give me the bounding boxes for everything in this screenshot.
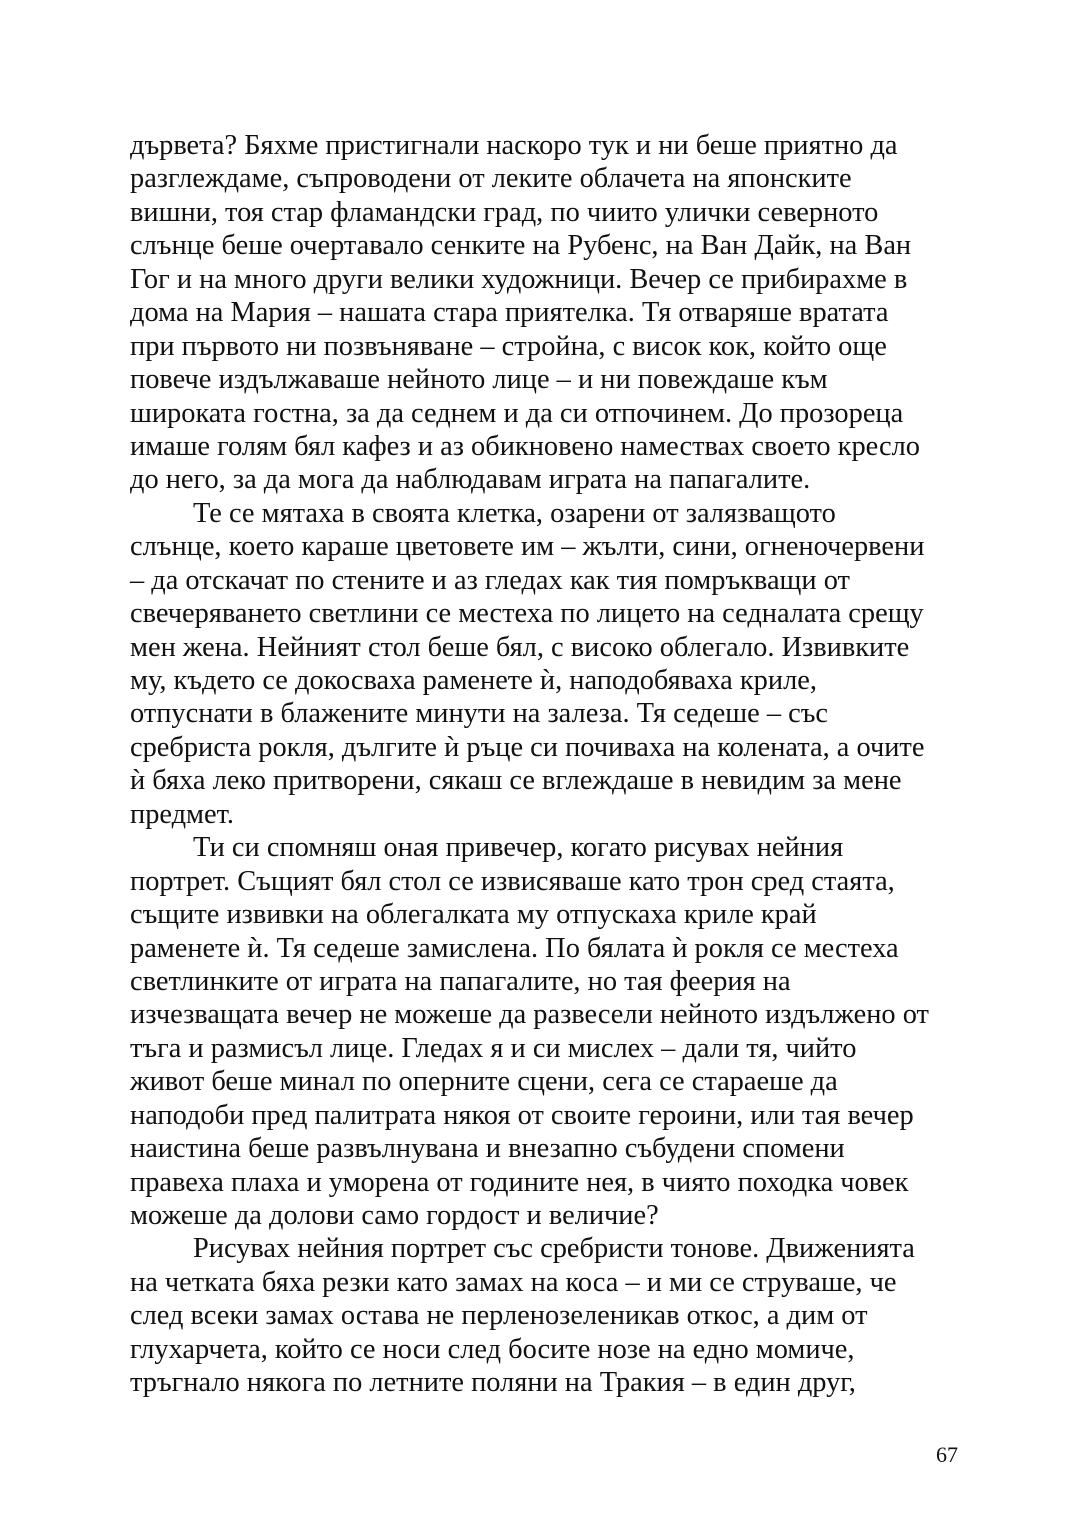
text-line: мен жена. Нейният стол беше бял, с високо облегало. Извивките (130, 631, 910, 663)
text-line: до него, за да мога да наблюдавам играта на папагалите. (130, 464, 811, 496)
text-line: свечеряването светлини се местеха по лицето на седналата срещу (130, 598, 924, 630)
text-line: правеха плаха и уморена от годините нея, в чиято походка човек (130, 1166, 909, 1198)
text-line: Гог и на много други велики художници. Вечер се прибирахме в (130, 263, 908, 295)
text-line: отпуснати в блажените минути на залеза. Тя седеше – със (130, 698, 829, 730)
text-line: светлинките от играта на папагалите, но тая феерия на (130, 965, 791, 997)
text-line: тъга и размисъл лице. Гледах я и си мислех – дали тя, чийто (130, 1032, 857, 1064)
text-line: ѝ бяха леко притворени, сякаш се вглеждаше в невидим за мене (130, 765, 902, 797)
text-line: тръгнало някога по летните поляни на Тракия – в един друг, (130, 1367, 856, 1399)
text-line: слънце, което караше цветовете им – жълти, сини, огненочервени (130, 531, 925, 563)
text-line: имаше голям бял кафез и аз обикновено намествах своето кресло (130, 430, 920, 462)
text-line: вишни, тоя стар фламандски град, по чиито улички северното (130, 196, 879, 228)
text-line: разглеждаме, съпроводени от леките облачета на японските (130, 163, 852, 195)
text-line: широката гостна, за да седнем и да си отпочинем. До прозореца (130, 397, 904, 429)
text-line: повече издължаваше нейното лице – и ни повеждаше към (130, 364, 828, 396)
text-line: наподоби пред палитрата някоя от своите героини, или тая вечер (130, 1099, 914, 1131)
text-line: раменете ѝ. Тя седеше замислена. По бялата ѝ рокля се местеха (130, 932, 899, 964)
text-line: дома на Мария – нашата стара приятелка. Тя отваряше вратата (130, 297, 889, 329)
paragraph-first-line: Те се мятаха в своята клетка, озарени от залязващото (193, 497, 836, 529)
page-number: 67 (936, 1442, 958, 1467)
text-line: след всеки замах остава не перленозеленикав откос, а дим от (130, 1300, 868, 1332)
text-line: му, където се докосваха раменете ѝ, наподобяваха криле, (130, 665, 817, 696)
paragraph-first-line: Ти си спомняш оная привечер, когато рисувах нейния (193, 832, 844, 864)
text-line: при първото ни позвъняване – стройна, с висок кок, който още (130, 330, 887, 362)
text-line: глухарчета, който се носи след босите нозе на едно момиче, (130, 1333, 855, 1365)
text-line: на четката бяха резки като замах на коса – и ми се струваше, че (130, 1266, 897, 1298)
text-line: същите извивки на облегалката му отпускаха криле край (130, 899, 817, 931)
body-text (130, 129, 955, 1400)
paragraph-first-line: Рисувах нейния портрет със сребристи тонове. Движенията (193, 1233, 915, 1265)
text-line: – да отскачат по стените и аз гледах как тия помръкващи от (130, 564, 850, 596)
text-line: слънце беше очертавало сенките на Рубенс, на Ван Дайк, на Ван (130, 230, 912, 262)
text-line: портрет. Същият бял стол се извисяваше като трон сред стаята, (130, 865, 895, 897)
text-line: изчезващата вечер не можеше да развесели нейното издължено от (130, 999, 929, 1031)
text-line: можеше да долови само гордост и величие? (130, 1200, 659, 1231)
text-line: предмет. (130, 798, 234, 830)
text-line: наистина беше развълнувана и внезапно събудени спомени (130, 1133, 845, 1165)
text-line: живот беше минал по оперните сцени, сега се стараеше да (130, 1066, 838, 1098)
text-line: сребриста рокля, дългите ѝ ръце си почиваха на колената, а очите (130, 731, 925, 763)
text-line: дървета? Бяхме пристигнали наскоро тук и ни беше приятно да (130, 130, 898, 161)
